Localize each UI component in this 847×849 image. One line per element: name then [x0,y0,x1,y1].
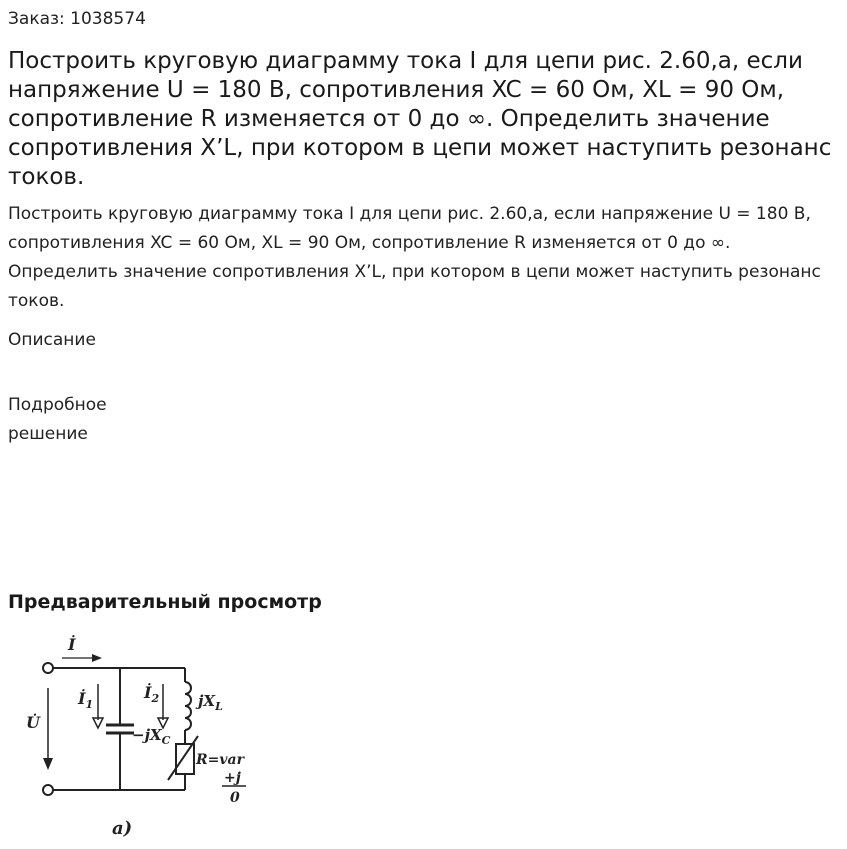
label-capacitor: $-jX_C$ [132,726,171,747]
label-current-2: $İ_2$ [144,683,160,705]
arrowhead-voltage [43,758,53,770]
resistor-body [176,744,194,774]
figure-caption: а) [112,818,133,839]
label-current-1: $İ_1$ [78,689,94,711]
label-current-total: İ [68,635,76,654]
terminal-bottom [43,785,53,795]
label-axis-plus-j: +j [224,770,241,786]
label-resistor: R=var [196,752,244,768]
label-axis-zero: 0 [230,790,240,806]
terminal-top [43,663,53,673]
task-body: Построить круговую диаграмму тока I для цепи рис. 2.60,а, если напряжение U = 180 В, сопротивления XC = 60 Ом, XL = 90 Ом, сопротивление R изменяется от 0 до ∞. Определить значение сопротивления X’L, при котором в цепи может наступить резонанс токов. [8,204,821,311]
description-label: Описание [8,330,96,350]
inductor-coil [185,682,191,730]
task-heading: Построить круговую диаграмму тока I для цепи рис. 2.60,а, если напряжение U = 180 В, сопротивления XC = 60 Ом, XL = 90 Ом, сопротивление R изменяется от 0 до ∞. Определить значение сопротивления X’L, при котором в цепи может наступить резонанс токов. [8,48,832,190]
label-inductor: $jX_L$ [198,692,223,713]
label-voltage: U̇ [26,713,40,732]
arrowhead-current-total [92,654,102,662]
order-number: Заказ: 1038574 [8,9,146,29]
detailed-solution-label: Подробное решение [8,395,107,444]
preview-title: Предварительный просмотр [8,591,322,613]
circuit-diagram [20,624,260,844]
